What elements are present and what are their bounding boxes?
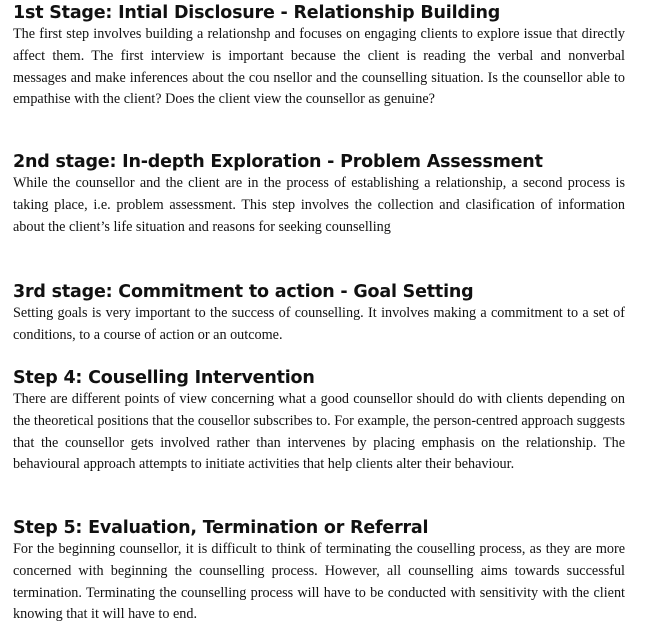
section-step-4 xyxy=(13,365,625,476)
section-body: While the counsellor and the client are in the process of establishing a relationship, a second process is taking place, i.e. problem assessment. This step involves the collection and clasification of information about the client’s life situation and reasons for seeking counselling xyxy=(13,175,625,235)
section-heading: 1st Stage: Intial Disclosure - Relationship Building xyxy=(13,3,501,23)
section-stage-3 xyxy=(13,279,625,347)
section-body: Setting goals is very important to the success of counselling. It involves making a commitment to a set of conditions, to a course of action or an outcome. xyxy=(13,305,625,343)
section-body: For the beginning counsellor, it is difficult to think of terminating the couselling process, as they are more concerned with beginning the counselling process. However, all counselling aims towards successful termination. Terminating the counselling process will have to be conducted with sensitivity with the client knowing that it will have to end. xyxy=(13,541,625,623)
section-heading: 2nd stage: In-depth Exploration - Problem Assessment xyxy=(13,152,543,172)
section-heading: Step 5: Evaluation, Termination or Referral xyxy=(13,518,429,538)
section-stage-1 xyxy=(13,0,625,111)
section-body: The first step involves building a relationshp and focuses on engaging clients to explore issue that directly affect them. The first interview is important because the client is reading the verbal and nonverbal messages and make inferences about the cou nsellor and the counselling situation. Is the counsellor able to empathise with the client? Does the client view the counsellor as genuine? xyxy=(13,26,625,108)
section-body: There are different points of view concerning what a good counsellor should do with clients depending on the theoretical positions that the cousellor subscribes to. For example, the person-centred approach suggests that the counsellor gets involved rather than intervenes by placing emphasis on the relationship. The behavioural approach attempts to initiate activities that help clients alter their behaviour. xyxy=(13,391,625,473)
section-heading: 3rd stage: Commitment to action - Goal Setting xyxy=(13,282,474,302)
section-stage-2 xyxy=(13,149,625,238)
section-heading: Step 4: Couselling Intervention xyxy=(13,368,315,388)
section-step-5 xyxy=(13,515,625,626)
